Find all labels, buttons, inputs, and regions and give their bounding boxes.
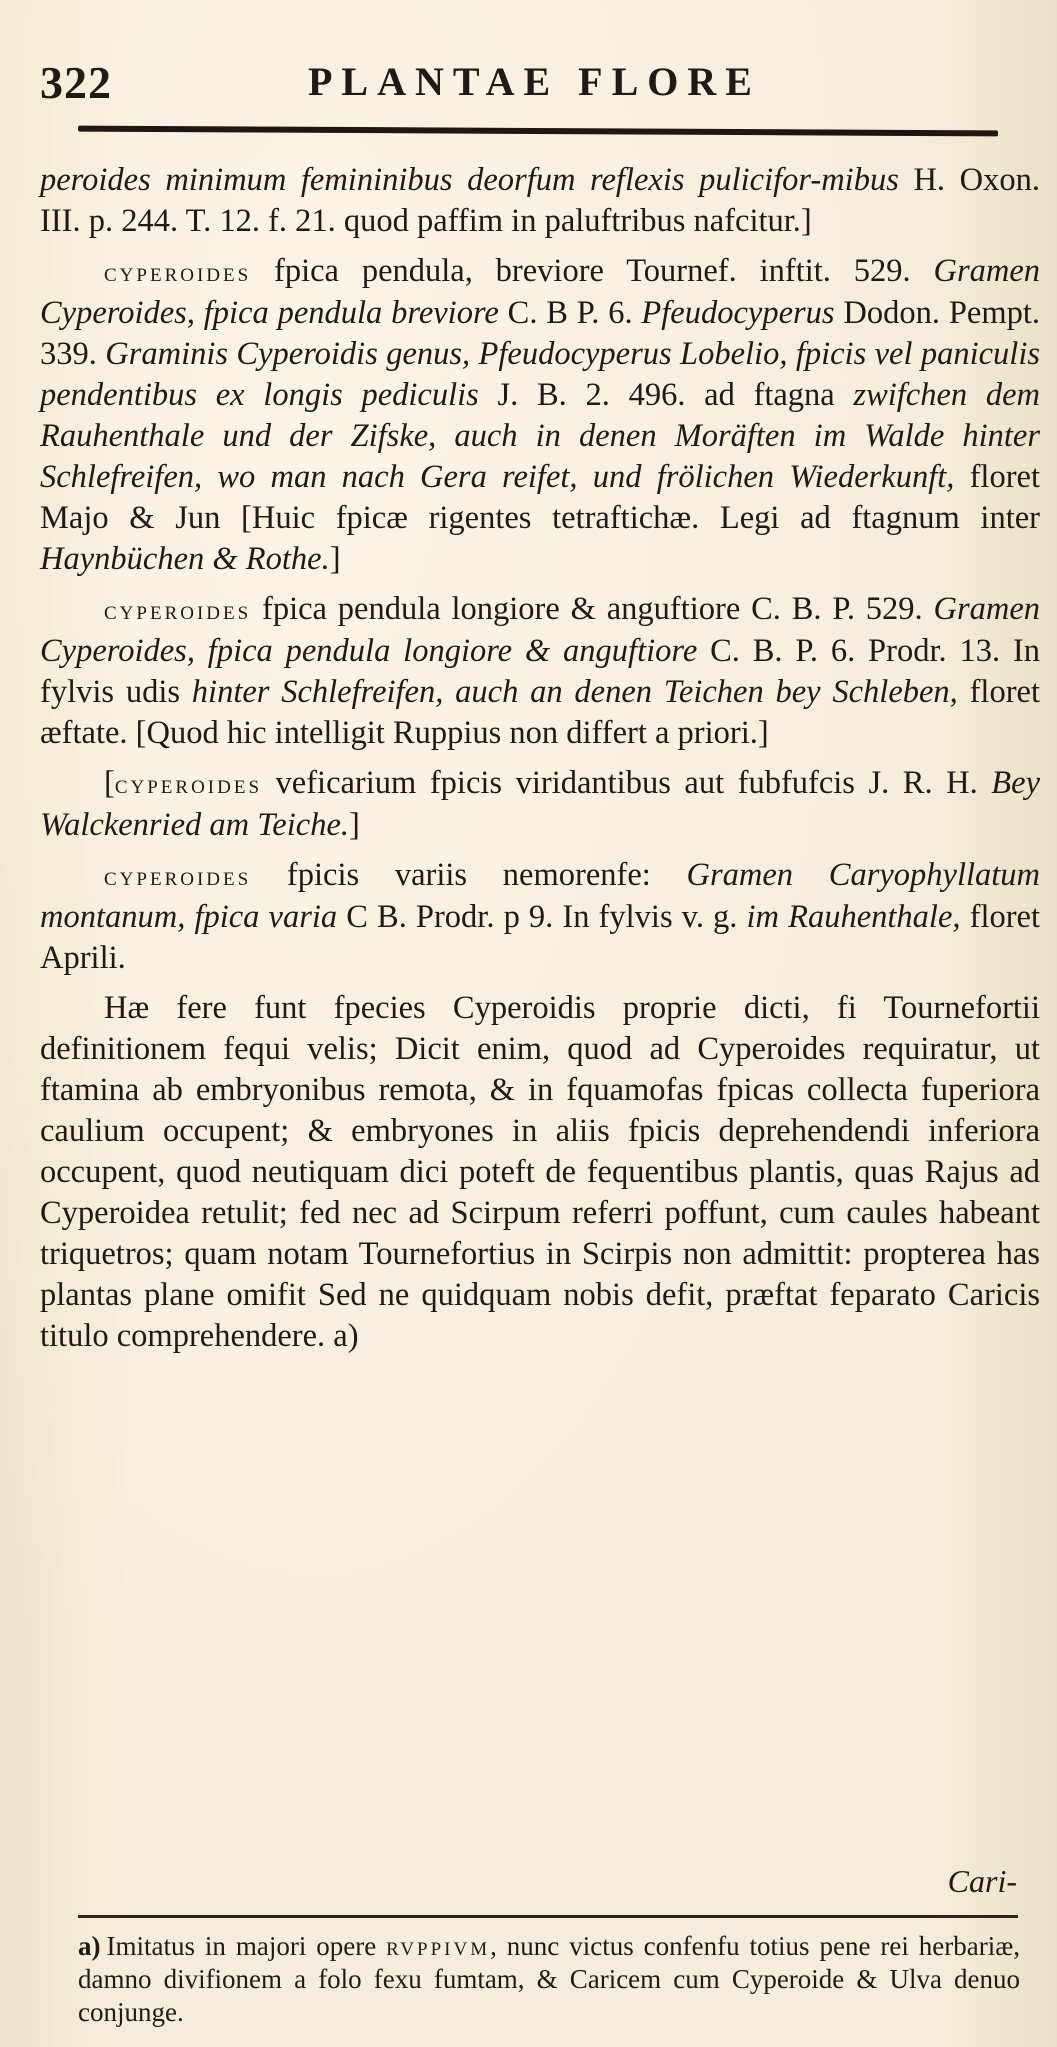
italic-run: Haynbüchen & Rothe. [40,541,330,577]
footnote-rule [78,1915,1018,1918]
text-run: H. Oxon. III. p. 244. T. 12. f. 21. quod paffim in paluftribus nafcitur.] [40,162,1040,239]
small-caps-run: cyperoides [104,861,252,891]
catchword: Cari- [947,1863,1017,1899]
text-run: , nunc victus confenfu totius pene rei herbariæ, damno divifionem a folo fexu fumtam, & Caricem cum Cyperoide & Ulva denuo conjunge. [78,1931,1020,2027]
text-run: floret Aprili. [40,899,1041,976]
paragraph [40,988,1040,1357]
text-run: veficarium fpicis viridantibus aut fubfufcis J. R. H. [262,765,992,801]
text-run: J. B. 2. 496. ad ftagna [478,377,854,413]
italic-run: Gramen Cyperoides, fpica pendula longiore & anguftiore [40,591,1040,669]
paragraph [40,251,1040,580]
text-run: C. B P. 6. [498,295,642,331]
text-run: Imitatus in majori opere [106,1931,387,1961]
text-run: floret æftate. [Quod hic intelligit Ruppius non differt a priori.] [40,674,1040,751]
text-run: fpica pendula, breviore Tournef. inftit. 529. [251,253,934,289]
paragraph [40,160,1040,242]
small-caps-run: cyperoides [104,595,252,625]
text-run: floret Majo & Jun [Huic fpicæ rigentes tetraftichæ. Legi ad ftagnum inter [40,459,1040,536]
italic-run: Bey Walckenried am Teiche. [40,765,1040,843]
main-text [40,160,1040,1366]
footnote-text [78,1931,1020,2027]
paragraph [40,763,1040,846]
italic-run: Gramen Cyperoides, fpica pendula breviore [40,253,1040,331]
italic-run: Gramen Caryophyllatum montanum, fpica varia [40,857,1040,935]
footnote-mark: a) [78,1931,101,1961]
small-caps-run: cyperoides [114,769,263,799]
text-run: Dodon. Pempt. 339. [40,295,1041,372]
header-rule [78,126,998,137]
italic-run: Pfeudocyperus [641,295,835,331]
page-header [40,56,1000,116]
text-run: Hæ fere funt fpecies Cyperoidis proprie dicti, fi Tournefortii definitionem fequi velis; Dicit enim, quod ad Cyperoides requiratur, ut ftamina ab embryonibus remota, & in fquamofas fpicas collecta fuperiora caulium occupent; & embryones in aliis fpicis deprehendendi inferiora occupent, quod neutiquam dici poteft de fequentibus plantis, quas Rajus ad Cyperoidea retulit; fed nec ad Scirpum referri poffunt, cum caules habeant triquetros; quam notam Tournefortius in Scirpis non admittit: propterea has plantas plane omifit Sed ne quidquam nobis defit, præftat feparato Caricis titulo comprehendere. a) [40,990,1040,1354]
italic-run: peroides minimum femininibus deorfum reflexis pulicifor-mibus [40,162,899,198]
small-caps-run: rvppivm [386,1931,491,1961]
italic-run: im Rauhenthale, [746,899,961,935]
text-run: fpica pendula longiore & anguftiore C. B. P. 529. [251,591,934,627]
text-run: ] [329,541,341,577]
footnote [78,1930,1020,2029]
paragraph [40,855,1040,979]
text-run: ] [349,807,360,843]
text-run: C. B. P. 6. Prodr. 13. In fylvis udis [40,633,1040,710]
text-run: C B. Prodr. p 9. In fylvis v. g. [337,899,747,935]
text-run: [ [104,765,115,801]
italic-run: Graminis Cyperoidis genus, Pfeudocyperus Lobelio, fpicis vel paniculis pendentibus ex longis pediculis [40,336,1041,413]
page-number: 322 [40,57,112,108]
paragraph [40,589,1040,754]
small-caps-run: cyperoides [104,257,252,287]
running-head: PLANTAE FLORE [308,59,761,104]
text-run: fpicis variis nemorenfe: [251,857,687,893]
italic-run: hinter Schlefreifen, auch an denen Teichen bey Schleben, [191,674,958,710]
italic-run: zwifchen dem Rauhenthale und der Zifske, auch in denen Moräften im Walde hinter Schlefreifen, wo man nach Gera reifet, und frölichen Wiederkunft, [40,377,1041,495]
